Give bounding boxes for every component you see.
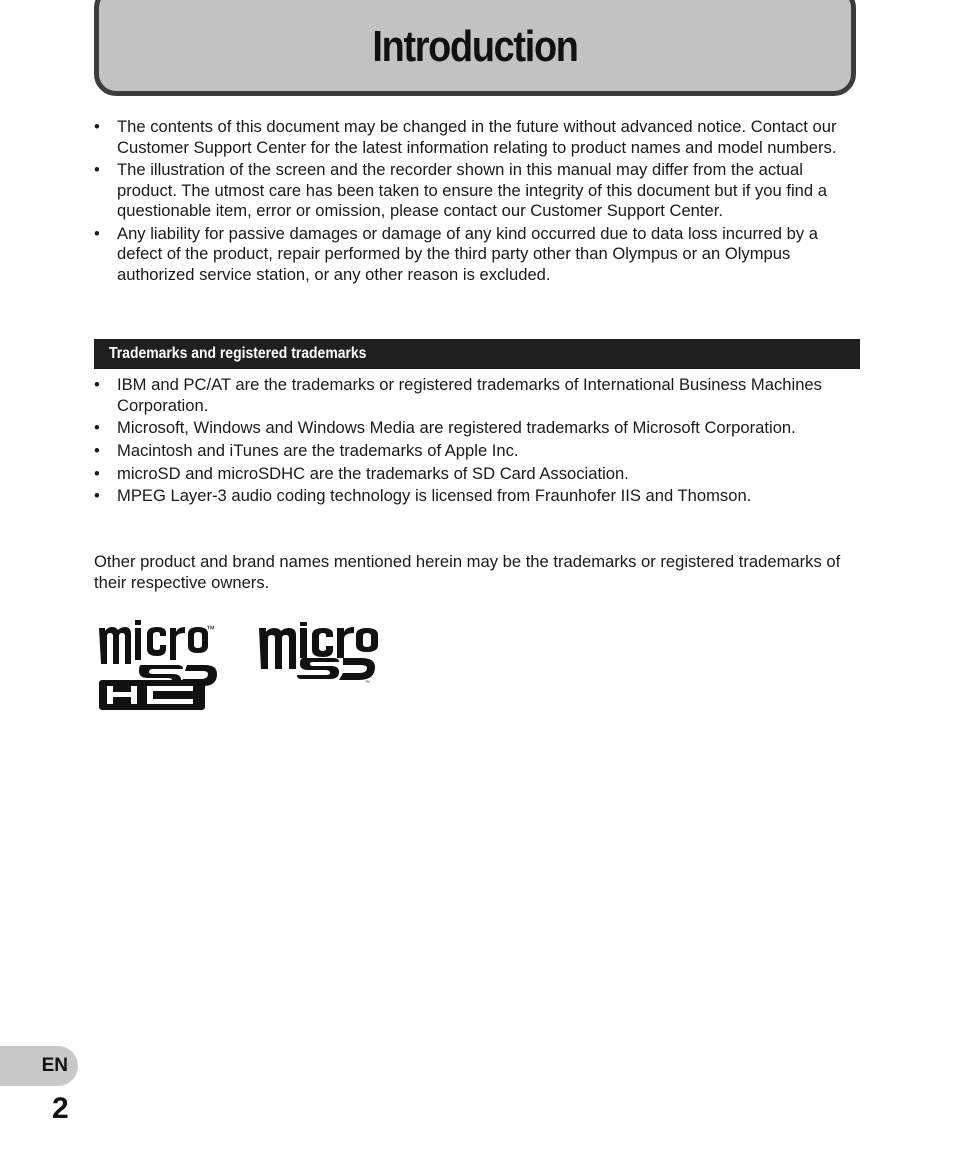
list-item-text: Macintosh and iTunes are the trademarks of Apple Inc. bbox=[117, 440, 519, 460]
list-item: • MPEG Layer-3 audio coding technology is licensed from Fraunhofer IIS and Thomson. bbox=[94, 486, 752, 506]
page-title: Introduction bbox=[372, 22, 578, 71]
list-item-text: Any liability for passive damages or damage of any kind occurred due to data loss incurred by a defect of the product, repair performed by the third party other than Olympus or an Olympus authorized service station, or any other reason is excluded. bbox=[117, 223, 819, 284]
list-item-text: The contents of this document may be changed in the future without advanced notice. Contact our Customer Support Center for the latest information relating to product names and model numbers. bbox=[117, 117, 837, 157]
title-banner bbox=[94, 0, 856, 96]
microsdhc-logo bbox=[97, 620, 223, 712]
section-heading-bar bbox=[94, 339, 860, 369]
list-item-text: IBM and PC/AT are the trademarks or registered trademarks of International Business Machines Corporation. bbox=[117, 375, 822, 415]
trademark-symbol: ™ bbox=[206, 624, 215, 634]
language-tab bbox=[0, 1046, 78, 1086]
intro-list bbox=[94, 117, 862, 288]
list-item-text: The illustration of the screen and the recorder shown in this manual may differ from the actual product. The utmost care has been taken to ensure the integrity of this document but if you find a questionable item, error or omission, please contact our Customer Support Center. bbox=[117, 160, 827, 221]
section-heading: Trademarks and registered trademarks bbox=[109, 345, 367, 362]
list-item: • IBM and PC/AT are the trademarks or registered trademarks of International Business Machines Corporation. bbox=[94, 375, 822, 415]
list-item: • The illustration of the screen and the recorder shown in this manual may differ from the actual product. The utmost care has been taken to ensure the integrity of this document but if you find a questionable item, error or omission, please contact our Customer Support Center. bbox=[94, 160, 827, 221]
microsd-logo bbox=[257, 622, 381, 688]
page-number: 2 bbox=[52, 1092, 69, 1125]
trademark-symbol: ™ bbox=[365, 680, 370, 686]
list-item: • microSD and microSDHC are the trademarks of SD Card Association. bbox=[94, 463, 629, 483]
list-item: • Microsoft, Windows and Windows Media are registered trademarks of Microsoft Corporation. bbox=[94, 418, 796, 438]
list-item: • The contents of this document may be changed in the future without advanced notice. Contact our Customer Support Center for the latest information relating to product names and model numbers. bbox=[94, 117, 837, 157]
list-item-text: MPEG Layer-3 audio coding technology is licensed from Fraunhofer IIS and Thomson. bbox=[117, 486, 752, 506]
list-item-text: Microsoft, Windows and Windows Media are registered trademarks of Microsoft Corporation. bbox=[117, 418, 796, 438]
language-label: EN bbox=[41, 1055, 68, 1076]
trademark-note: Other product and brand names mentioned herein may be the trademarks or registered trademarks of their respective owners. bbox=[94, 552, 841, 592]
trademark-list bbox=[94, 375, 862, 509]
list-item: • Macintosh and iTunes are the trademarks of Apple Inc. bbox=[94, 440, 519, 460]
list-item-text: microSD and microSDHC are the trademarks of SD Card Association. bbox=[117, 463, 629, 483]
list-item: • Any liability for passive damages or damage of any kind occurred due to data loss incurred by a defect of the product, repair performed by the third party other than Olympus or an Olympus authorized service station, or any other reason is excluded. bbox=[94, 223, 819, 284]
